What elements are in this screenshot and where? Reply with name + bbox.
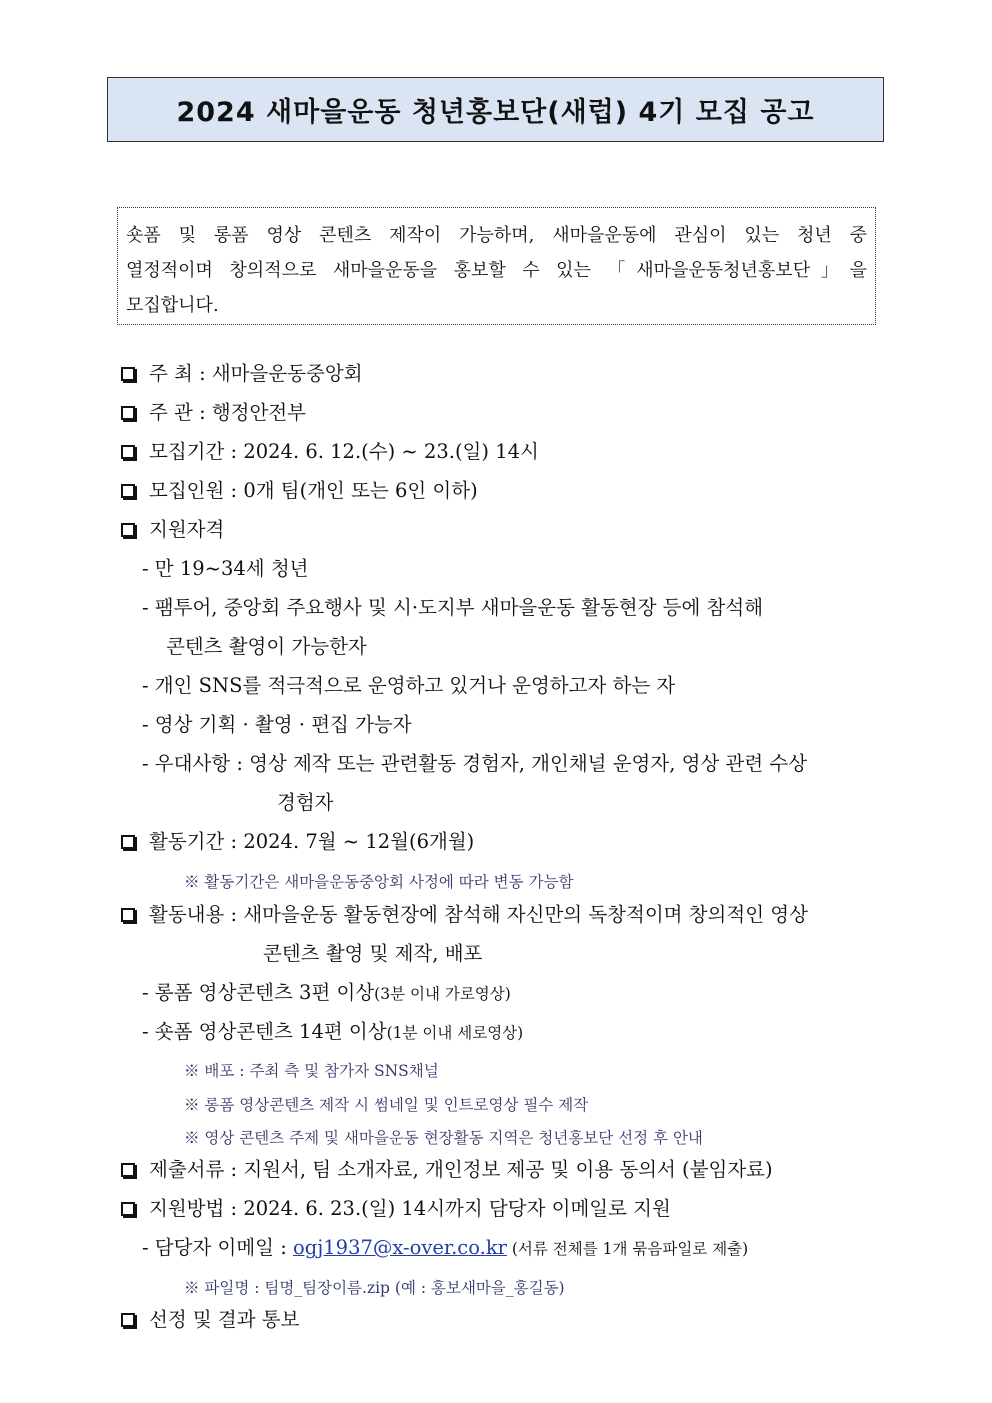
item-activity-period: 활동기간 : 2024. 7월 ~ 12월(6개월) <box>149 830 475 853</box>
item-host: 주 최 : 새마을운동중앙회 <box>149 362 363 385</box>
checkbox-bullet-icon <box>121 484 135 498</box>
item-organizer: 주 관 : 행정안전부 <box>149 401 307 424</box>
shortform-text: - 숏폼 영상콘텐츠 14편 이상 <box>142 1020 387 1043</box>
item-recruits: 모집인원 : 0개 팀(개인 또는 6인 이하) <box>149 479 478 502</box>
checkbox-bullet-icon <box>121 835 135 849</box>
checkbox-bullet-icon <box>121 908 135 922</box>
contact-email-row <box>142 1235 748 1262</box>
email-detail: (서류 전체를 1개 묶음파일로 제출) <box>506 1240 749 1258</box>
checkbox-bullet-icon <box>121 523 135 537</box>
longform-requirement <box>142 980 511 1007</box>
distribution-note: ※ 배포 : 주최 측 및 참가자 SNS채널 <box>184 1062 439 1080</box>
longform-detail: (3분 이내 가로영상) <box>374 985 511 1003</box>
item-apply: 지원방법 : 2024. 6. 23.(일) 14시까지 담당자 이메일로 지원 <box>149 1197 671 1220</box>
longform-text: - 롱폼 영상콘텐츠 3편 이상 <box>142 981 375 1004</box>
item-activity: 활동내용 : 새마을운동 활동현장에 참석해 자신만의 독창적이며 창의적인 영상 <box>149 903 808 926</box>
email-label: - 담당자 이메일 : <box>142 1236 293 1259</box>
item-eligibility: 지원자격 <box>149 518 225 541</box>
eligibility-skills: - 영상 기획 · 촬영 · 편집 가능자 <box>142 713 412 736</box>
eligibility-age: - 만 19~34세 청년 <box>142 557 309 580</box>
intro-line-3: 모집합니다. <box>126 295 219 316</box>
shortform-requirement <box>142 1019 523 1046</box>
thumbnail-note: ※ 롱폼 영상콘텐츠 제작 시 썸네일 및 인트로영상 필수 제작 <box>184 1096 589 1114</box>
checkbox-bullet-icon <box>121 406 135 420</box>
checkbox-bullet-icon <box>121 1313 135 1327</box>
checkbox-bullet-icon <box>121 367 135 381</box>
intro-line-1: 숏폼 및 롱폼 영상 콘텐츠 제작이 가능하며, 새마을운동에 관심이 있는 청년 중 <box>126 225 867 246</box>
page-title: 2024 새마을운동 청년홍보단(새럽) 4기 모집 공고 <box>107 77 884 142</box>
email-link[interactable]: ogj1937@x-over.co.kr <box>292 1236 507 1259</box>
checkbox-bullet-icon <box>121 1163 135 1177</box>
eligibility-sns: - 개인 SNS를 적극적으로 운영하고 있거나 운영하고자 하는 자 <box>142 674 676 697</box>
topic-note: ※ 영상 콘텐츠 주제 및 새마을운동 현장활동 지역은 청년홍보단 선정 후 안내 <box>184 1129 703 1147</box>
eligibility-events-cont: 콘텐츠 촬영이 가능한자 <box>166 635 367 658</box>
eligibility-events: - 팸투어, 중앙회 주요행사 및 시·도지부 새마을운동 활동현장 등에 참석해 <box>142 596 764 619</box>
filename-note: ※ 파일명 : 팀명_팀장이름.zip (예 : 홍보새마을_홍길동) <box>184 1279 565 1297</box>
item-selection: 선정 및 결과 통보 <box>149 1308 300 1331</box>
intro-box <box>117 207 876 325</box>
checkbox-bullet-icon <box>121 445 135 459</box>
item-period: 모집기간 : 2024. 6. 12.(수) ~ 23.(일) 14시 <box>149 440 539 463</box>
eligibility-preference: - 우대사항 : 영상 제작 또는 관련활동 경험자, 개인채널 운영자, 영상 관련 수상 <box>142 752 808 775</box>
intro-line-2: 열정적이며 창의적으로 새마을운동을 홍보할 수 있는 「새마을운동청년홍보단」을 <box>126 260 867 281</box>
eligibility-preference-cont: 경험자 <box>277 791 334 814</box>
item-activity-cont: 콘텐츠 촬영 및 제작, 배포 <box>263 942 483 965</box>
checkbox-bullet-icon <box>121 1202 135 1216</box>
activity-period-note: ※ 활동기간은 새마을운동중앙회 사정에 따라 변동 가능함 <box>184 873 574 891</box>
item-documents: 제출서류 : 지원서, 팀 소개자료, 개인정보 제공 및 이용 동의서 (붙임자료) <box>149 1158 773 1181</box>
shortform-detail: (1분 이내 세로영상) <box>386 1024 524 1042</box>
